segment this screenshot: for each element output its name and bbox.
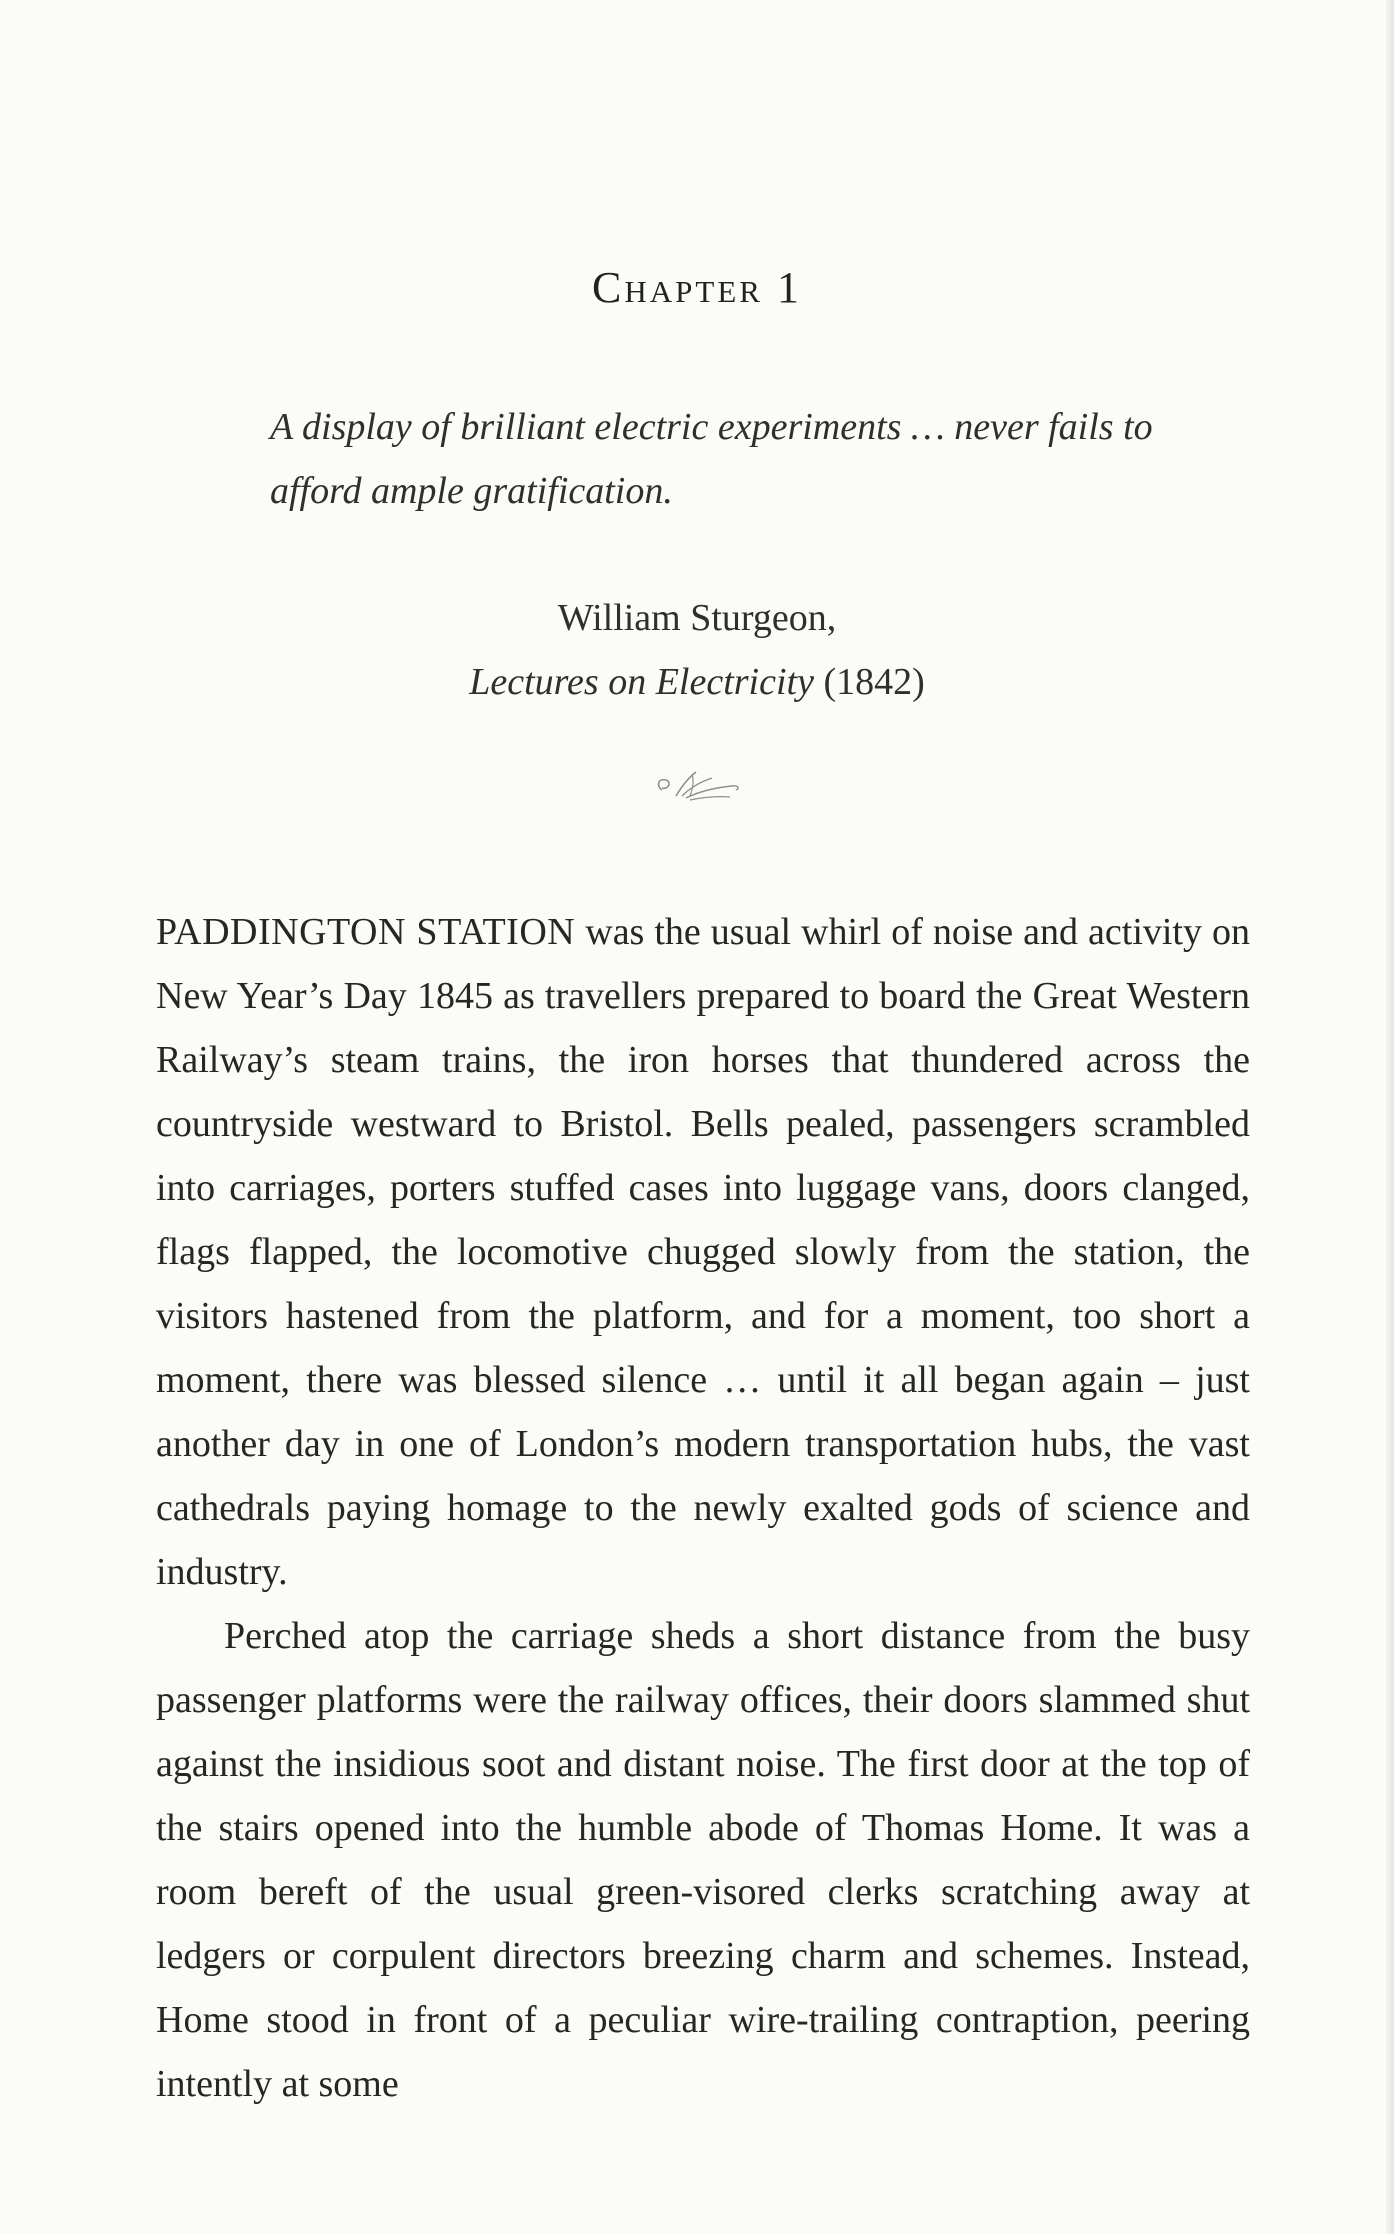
- paragraph-2: Perched atop the carriage sheds a short distance from the busy passenger platforms were the railway offices, their doors slammed shut against the insidious soot and distant noise. The first door at the top of the stairs opened into the humble abode of Thomas Home. It was a room bereft of the usual green-visored clerks scratching away at ledgers or corpulent directors breezing charm and schemes. Instead, Home stood in front of a peculiar wire-trailing contraption, peering intently at some: [156, 1615, 1250, 2105]
- chapter-heading: Chapter 1: [592, 263, 802, 312]
- decorative-flourish-icon: [652, 764, 752, 804]
- epigraph-year: (1842): [823, 661, 925, 703]
- body-text: [156, 900, 1250, 2116]
- epigraph-quote: A display of brilliant electric experiments … never fails to afford ample gratification.: [270, 406, 1153, 512]
- paragraph-1: [156, 900, 1250, 1604]
- epigraph-work-title: Lectures on Electricity: [469, 661, 814, 703]
- page-edge-shadow: [1386, 0, 1394, 2234]
- epigraph-author: William Sturgeon,: [557, 597, 837, 639]
- epigraph-source: [0, 650, 1394, 714]
- opening-words: PADDINGTON STATION: [156, 911, 576, 953]
- epigraph-attribution: [0, 586, 1394, 714]
- paragraph-1-text: was the usual whirl of noise and activity on New Year’s Day 1845 as travellers prepared to board the Great Western Railway’s steam trains, the iron horses that thundered across the countryside westward to Bristol. Bells pealed, passengers scrambled into carriages, porters stuffed cases into luggage vans, doors clanged, flags flapped, the locomotive chugged slowly from the station, the visitors hastened from the platform, and for a moment, too short a moment, there was blessed silence … until it all began again – just another day in one of London’s modern transportation hubs, the vast cathedrals paying homage to the newly exalted gods of science and industry.: [156, 911, 1251, 1593]
